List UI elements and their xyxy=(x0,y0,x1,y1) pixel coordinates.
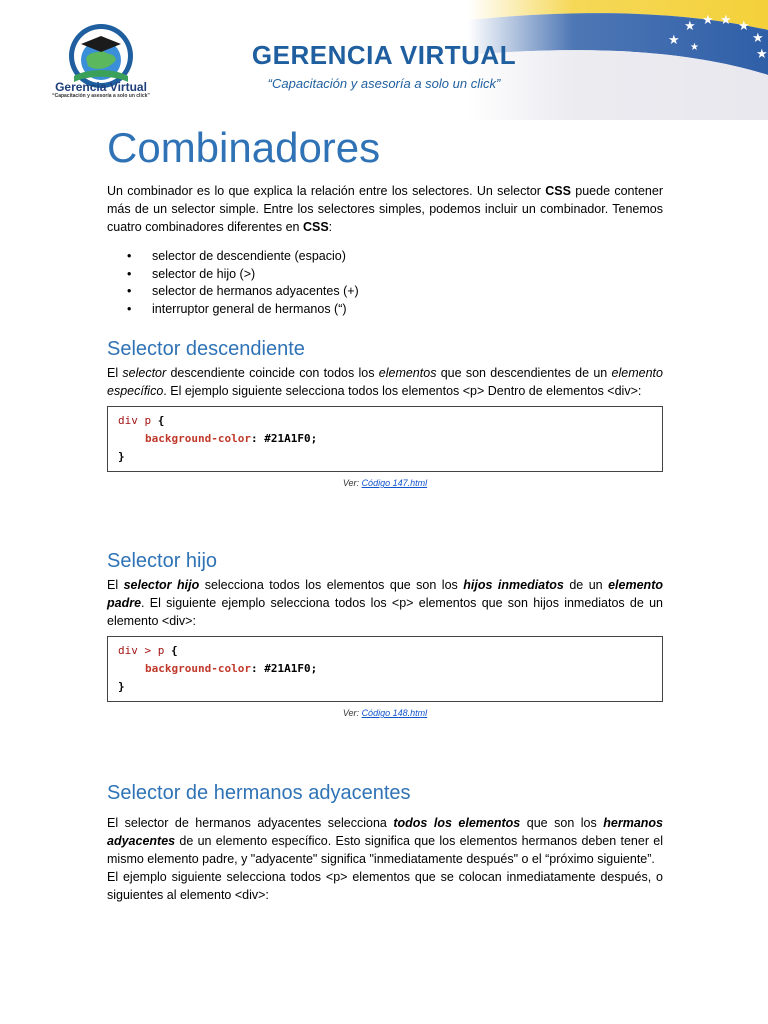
code-link[interactable]: Código 147.html xyxy=(361,478,428,488)
section-heading-child: Selector hijo xyxy=(107,550,218,572)
logo-name: Gerencia Virtual xyxy=(55,80,147,94)
brand-title: GERENCIA VIRTUAL xyxy=(251,40,517,70)
list-item: • selector de hermanos adyacentes (+) xyxy=(107,283,663,301)
code-block: div > p { background-color: #21A1F0; } xyxy=(107,636,663,702)
list-item: • selector de descendiente (espacio) xyxy=(107,248,663,266)
section-heading-adjacent: Selector de hermanos adyacentes xyxy=(107,782,411,804)
code-block: div p { background-color: #21A1F0; } xyxy=(107,406,663,472)
list-item: • selector de hijo (>) xyxy=(107,266,663,284)
list-item: • interruptor general de hermanos (“) xyxy=(107,301,663,319)
intro-paragraph: Un combinador es lo que explica la relación entre los selectores. Un selector CSS puede contener más de un selector simple. Entre los selectores simples, podemos incluir un combinador. Tenemos cuatro combinadores diferentes en CSS: xyxy=(107,184,663,234)
code-link[interactable]: Código 148.html xyxy=(361,708,428,718)
code-reference: Ver: Código 147.html xyxy=(342,478,428,488)
combinator-list xyxy=(107,248,663,318)
section-paragraph: El selector descendiente coincide con todos los elementos que son descendientes de un elemento específico. El ejemplo siguiente selecciona todos los elementos <p> Dentro de elementos <div>: xyxy=(107,366,663,398)
code-reference: Ver: Código 148.html xyxy=(342,708,428,718)
section-paragraph: El selector de hermanos adyacentes selecciona todos los elementos que son los hermanos adyacentes de un elemento específico. Esto significa que los elementos hermanos deben tener el mismo elemento padre, y "adyacente" significa "inmediatamente después" o el “próximo siguiente”. xyxy=(107,816,663,866)
section-paragraph: El ejemplo siguiente selecciona todos <p> elementos que se colocan inmediatamente después, o siguientes al elemento <div>: xyxy=(107,870,663,902)
logo-tagline: “Capacitación y asesoría a solo un click” xyxy=(52,93,150,99)
section-paragraph: El selector hijo selecciona todos los elementos que son los hijos inmediatos de un elemento padre. El siguiente ejemplo selecciona todos los <p> elementos que son hijos inmediatos de un elemento <div>: xyxy=(107,578,663,628)
brand-slogan: “Capacitación y asesoría a solo un click” xyxy=(267,76,501,91)
page-title: Combinadores xyxy=(107,124,381,171)
document-body xyxy=(107,122,663,904)
section-heading-descendant: Selector descendiente xyxy=(107,338,305,360)
